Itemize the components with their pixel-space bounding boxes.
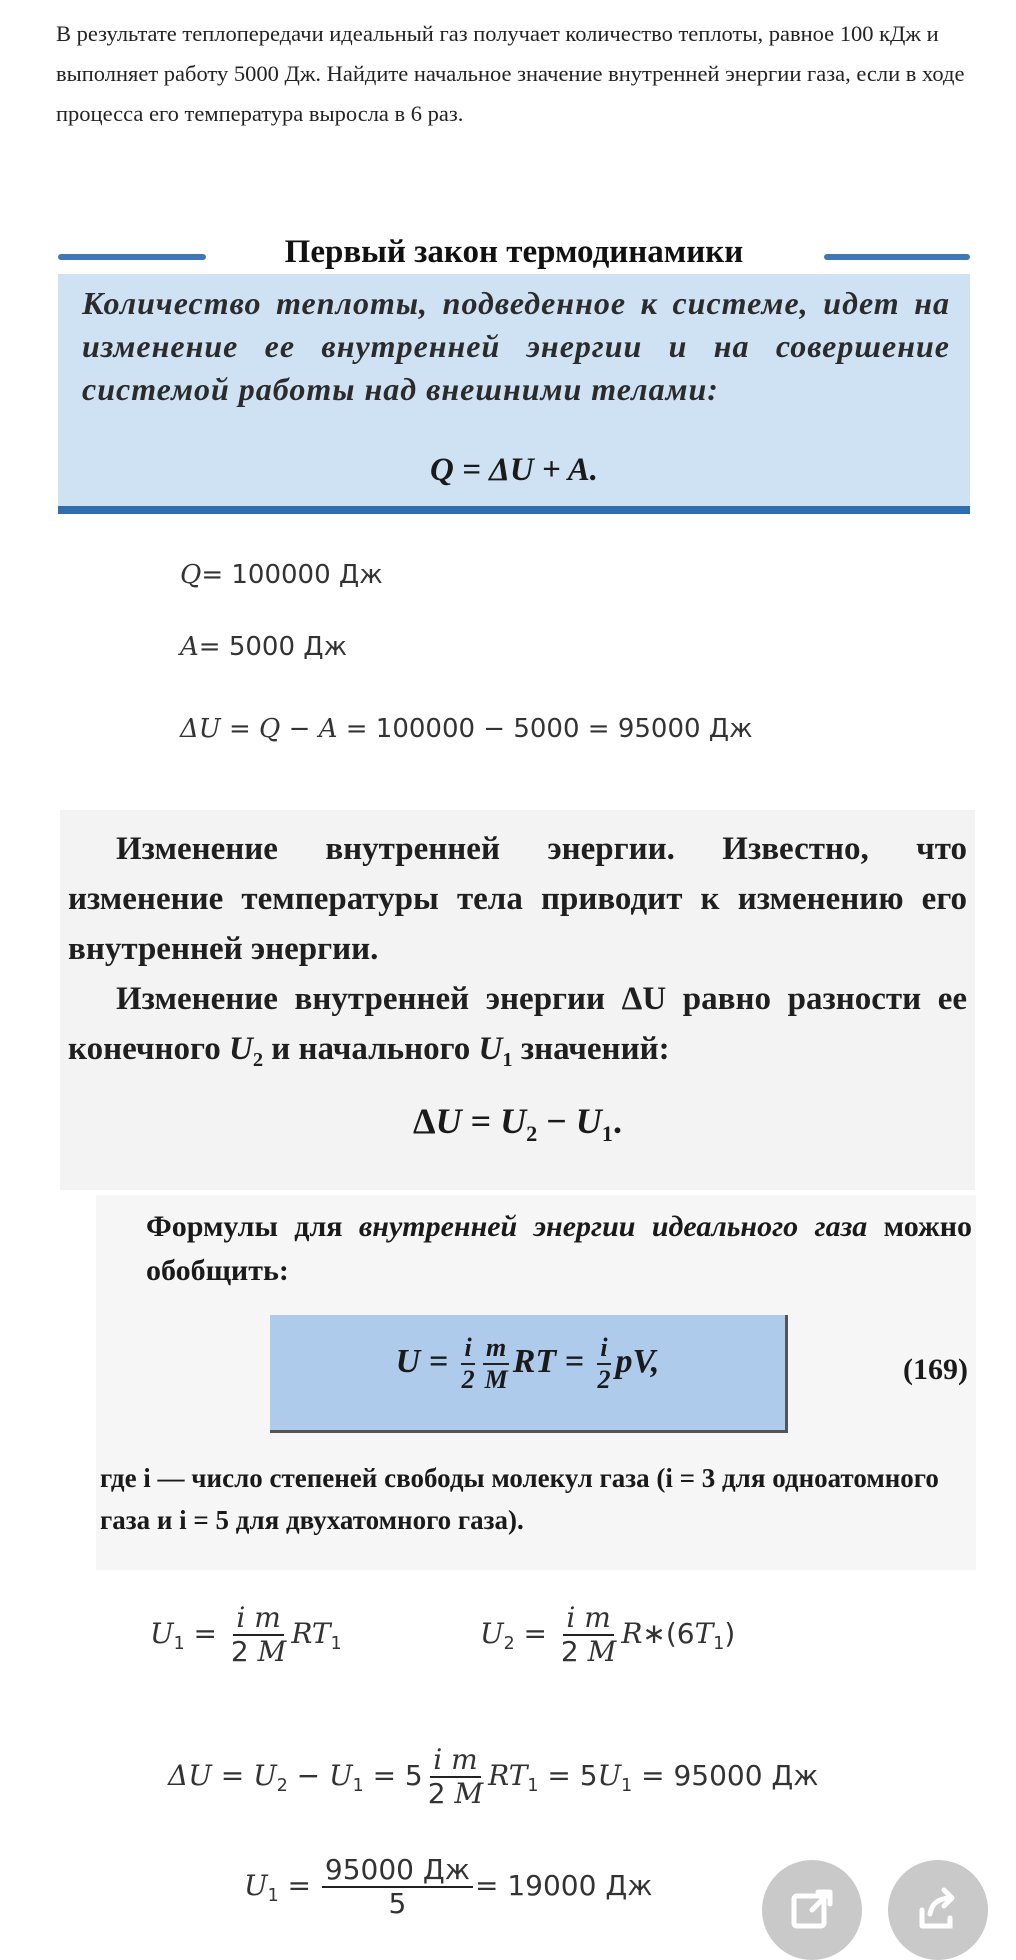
open-external-icon: [788, 1886, 836, 1934]
u2-formula: $U_2$ = $\frac{\text{i m}}{2 M}$ $R∗(6T_1)$: [480, 1601, 736, 1668]
given-a: A= 5000 Дж: [180, 632, 347, 662]
final-result: = 19000 Дж: [475, 1869, 653, 1902]
first-law-box: [58, 228, 970, 518]
share-button[interactable]: [888, 1860, 988, 1960]
para2-part-a: Изменение внутренней энергии ΔU равно разности ее конечного: [68, 981, 967, 1067]
internal-energy-heading: Изменение внутренней энергии.: [116, 831, 675, 867]
formulas-intro: [146, 1205, 972, 1293]
given-a-value: = 5000 Дж: [198, 632, 347, 662]
law-formula: Q = ΔU + A.: [430, 452, 598, 488]
formula-169-box: [270, 1315, 788, 1433]
formula-169: U = $\frac{i}{2}$ $\frac{m}{M}$ RT = $\frac{i}{2}$ pV,: [395, 1333, 660, 1394]
intro-part-a: Формулы для: [146, 1210, 359, 1243]
law-title: Первый закон термодинамики: [284, 234, 744, 270]
equation-number: (169): [903, 1353, 968, 1386]
final-denominator: 5: [388, 1887, 407, 1920]
law-content: [58, 274, 970, 514]
final-numerator: 95000 Дж: [322, 1856, 473, 1888]
delta-u-calc: ΔU = Q − A = 100000 − 5000 = 95000 Дж: [180, 714, 753, 744]
internal-energy-para2: Изменение внутренней энергии ΔU равно разности ее конечного $U_2$ и начального $U_1$ значений:: [68, 981, 967, 1072]
intro-italic: внутренней энергии идеального газа: [358, 1210, 868, 1243]
para2-part-b: и начального: [263, 1031, 479, 1067]
delta-u-value: = 100000 − 5000 = 95000 Дж: [345, 714, 753, 744]
degrees-of-freedom-note: где i — число степеней свободы молекул газа (i = 3 для одноатомного газа и i = 5 для двухатомного газа).: [100, 1463, 939, 1535]
given-q-value: = 100000 Дж: [201, 560, 383, 590]
given-q: Q= 100000 Дж: [180, 560, 383, 590]
internal-energy-para1-text: Известно, что изменение температуры тела приводит к изменению его внутренней энергии.: [68, 831, 967, 967]
law-text: Количество теплоты, подведенное к системе, идет на изменение ее внутренней энергии и на совершение системой работы над внешними телами:: [82, 285, 950, 407]
u1-formula: $U_1$ = $\frac{\text{i m}}{2 M}$ $RT_1$: [150, 1601, 342, 1668]
internal-energy-para1: [68, 824, 967, 974]
delta-u-solution: $\Delta U = U_2 - U_1 = 5$ $\frac{\text{i m}}{2 M}$ $RT_1 = 5U_1 = 95000$ Дж: [168, 1743, 819, 1810]
internal-energy-block: [60, 810, 975, 1190]
share-icon: [914, 1886, 962, 1934]
open-external-button[interactable]: [762, 1860, 862, 1960]
para2-part-c: значений:: [512, 1031, 670, 1067]
delta-u-definition: $\Delta U = U_2 - U_1$.: [413, 1101, 622, 1146]
problem-statement: В результате теплопередачи идеальный газ получает количество теплоты, равное 100 кДж и выполняет работу 5000 Дж. Найдите начальное значение внутренней энергии газа, если в ходе процесса его температура выросла в 6 раз.: [56, 21, 965, 126]
delta-u-solution-value: 95000 Дж: [673, 1759, 819, 1792]
ideal-gas-formulas-block: [96, 1195, 976, 1570]
u1-result: $U_1$ = $\frac{95000 Дж}{5}$ = 19000 Дж: [244, 1853, 653, 1920]
intro-part-b: можно обобщить:: [146, 1210, 972, 1287]
